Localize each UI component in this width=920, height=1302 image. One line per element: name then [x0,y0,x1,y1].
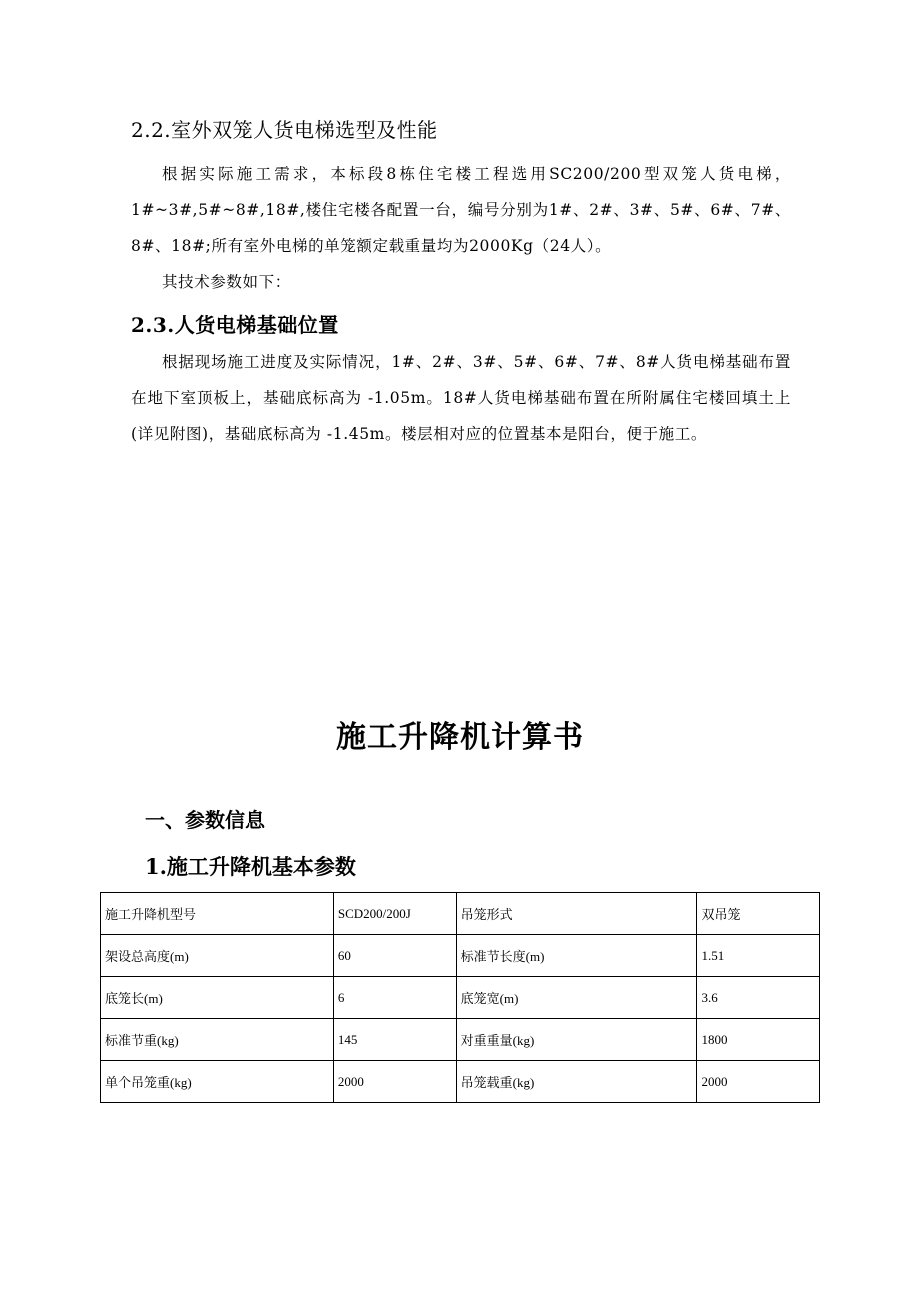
table-row [101,1019,820,1061]
section-1-heading: 一、参数信息 [145,808,265,832]
basic-params-table [100,892,820,1103]
param-value: 3.6 [697,977,820,1019]
param-label: 吊笼载重(kg) [456,1061,697,1103]
param-value: 1800 [697,1019,820,1061]
section-2-3-heading: 2.3.人货电梯基础位置 [131,313,339,337]
param-label: 架设总高度(m) [101,935,334,977]
param-value: 双吊笼 [697,893,820,935]
table-row [101,935,820,977]
param-value: 2000 [697,1061,820,1103]
param-label: 单个吊笼重(kg) [101,1061,334,1103]
param-value: 60 [333,935,456,977]
param-label: 底笼宽(m) [456,977,697,1019]
table-row [101,977,820,1019]
param-value: 145 [333,1019,456,1061]
table-row [101,1061,820,1103]
table-row [101,893,820,935]
calc-book-title: 施工升降机计算书 [336,720,584,755]
param-label: 对重重量(kg) [456,1019,697,1061]
param-label: 施工升降机型号 [101,893,334,935]
param-value: SCD200/200J [333,893,456,935]
section-2-2-paragraph: 根据实际施工需求，本标段8栋住宅楼工程选用SC200/200型双笼人货电梯，1#~3#,5#~8#,18#,楼住宅楼各配置一台，编号分别为1#、2#、3#、5#、6#、7#、8#、18#;所有室外电梯的单笼额定载重量均为2000Kg（24人）。 [131,165,791,255]
param-label: 标准节重(kg) [101,1019,334,1061]
param-value: 1.51 [697,935,820,977]
tech-params-line: 其技术参数如下： [162,273,291,291]
subsection-1-heading: 1.施工升降机基本参数 [145,854,356,879]
param-label: 底笼长(m) [101,977,334,1019]
section-2-3-paragraph: 根据现场施工进度及实际情况，1#、2#、3#、5#、6#、7#、8#人货电梯基础布置在地下室顶板上，基础底标高为 -1.05m。18#人货电梯基础布置在所附属住宅楼回填土上(详见附图)，基础底标高为 -1.45m。楼层相对应的位置基本是阳台，便于施工。 [131,353,791,443]
section-2-2-heading: 2.2.室外双笼人货电梯选型及性能 [131,118,438,142]
param-label: 吊笼形式 [456,893,697,935]
param-value: 2000 [333,1061,456,1103]
param-label: 标准节长度(m) [456,935,697,977]
param-value: 6 [333,977,456,1019]
